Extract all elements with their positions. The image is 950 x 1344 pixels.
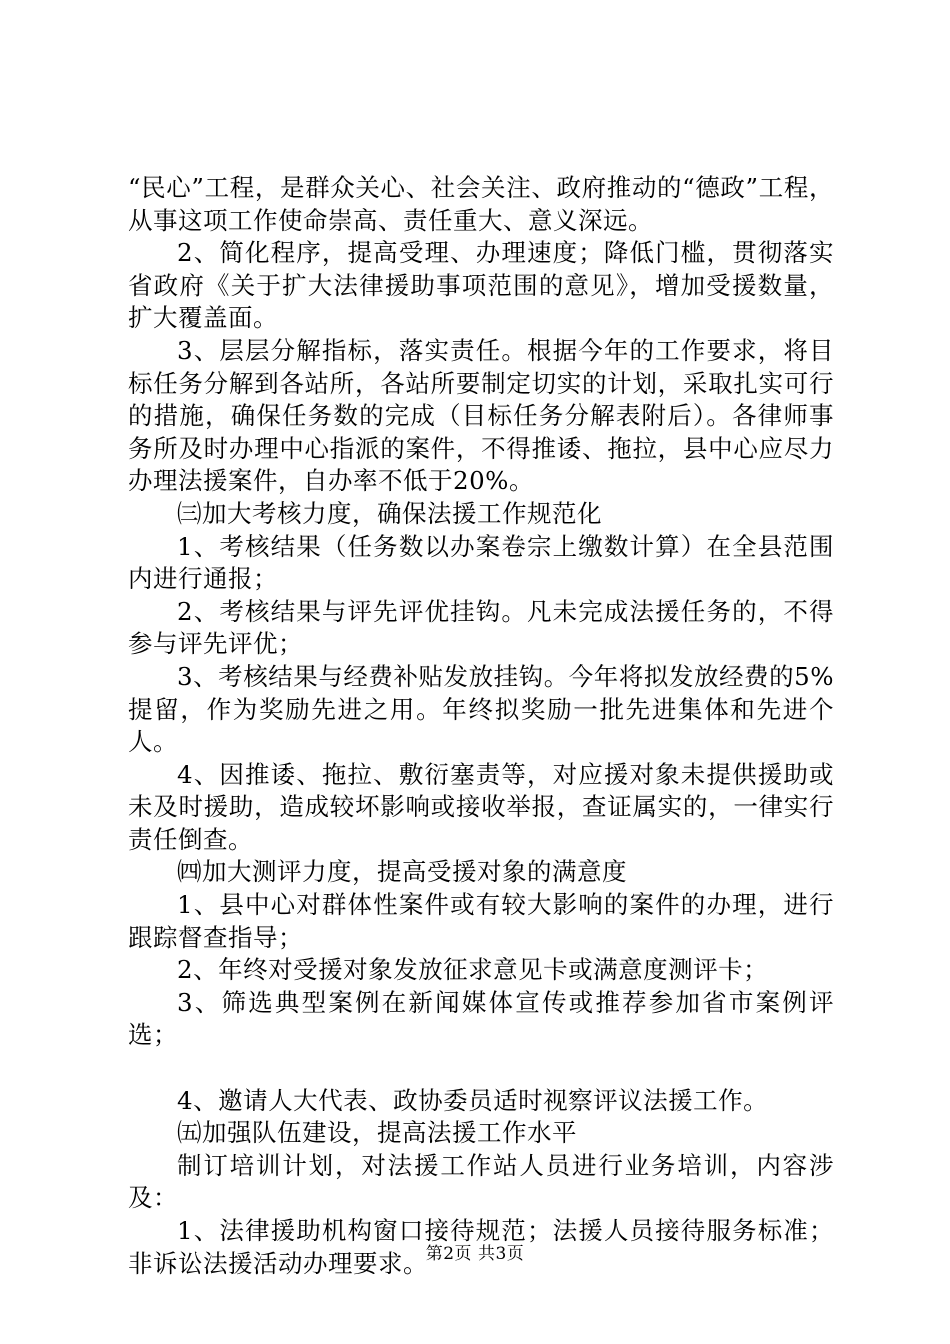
paragraph-15: 制订培训计划，对法援工作站人员进行业务培训，内容涉及： bbox=[128, 1150, 834, 1213]
paragraph-8: 4、因推诿、拖拉、敷衍塞责等，对应援对象未提供援助或未及时援助，造成较坏影响或接收举报，查证属实的，一律实行责任倒查。 bbox=[128, 759, 834, 854]
paragraph-12: 3、筛选典型案例在新闻媒体宣传或推荐参加省市案例评选； bbox=[128, 987, 834, 1050]
paragraph-6: 2、考核结果与评先评优挂钩。凡未完成法援任务的，不得参与评先评优； bbox=[128, 596, 834, 659]
section-heading-5: ㈤加强队伍建设，提高法援工作水平 bbox=[177, 1118, 577, 1148]
paragraph-16: 1、法律援助机构窗口接待规范；法援人员接待服务标准；非诉讼法援活动办理要求。 bbox=[128, 1216, 834, 1278]
paragraph-10: 1、县中心对群体性案件或有较大影响的案件的办理，进行跟踪督查指导； bbox=[128, 890, 834, 952]
body-text bbox=[128, 172, 834, 1280]
page-footer: 第2页 共3页 bbox=[425, 1244, 525, 1264]
section-heading-3: ㈢加大考核力度，确保法援工作规范化 bbox=[177, 498, 602, 528]
paragraph-3: 3、层层分解指标，落实责任。根据今年的工作要求，将目标任务分解到各站所，各站所要制定切实的计划，采取扎实可行的措施，确保任务数的完成（目标任务分解表附后）。各律师事务所及时办理中心指派的案件，不得推诿、拖拉，县中心应尽力办理法援案件，自办率不低于20%。 bbox=[128, 335, 834, 496]
paragraph-13: 4、邀请人大代表、政协委员适时视察评议法援工作。 bbox=[177, 1085, 769, 1115]
paragraph-2: 2、简化程序，提高受理、办理速度；降低门槛，贯彻落实省政府《关于扩大法律援助事项范围的意见》，增加受援数量，扩大覆盖面。 bbox=[128, 238, 834, 333]
paragraph-11: 2、年终对受援对象发放征求意见卡或满意度测评卡； bbox=[177, 955, 769, 985]
paragraph-7: 3、考核结果与经费补贴发放挂钩。今年将拟发放经费的5%提留，作为奖励先进之用。年终拟奖励一批先进集体和先进个人。 bbox=[128, 661, 834, 757]
paragraph-1: “民心”工程，是群众关心、社会关注、政府推动的“德政”工程，从事这项工作使命崇高、责任重大、意义深远。 bbox=[128, 173, 834, 235]
section-heading-4: ㈣加大测评力度，提高受援对象的满意度 bbox=[177, 857, 627, 887]
paragraph-5: 1、考核结果（任务数以办案卷宗上缴数计算）在全县范围内进行通报； bbox=[128, 531, 834, 594]
